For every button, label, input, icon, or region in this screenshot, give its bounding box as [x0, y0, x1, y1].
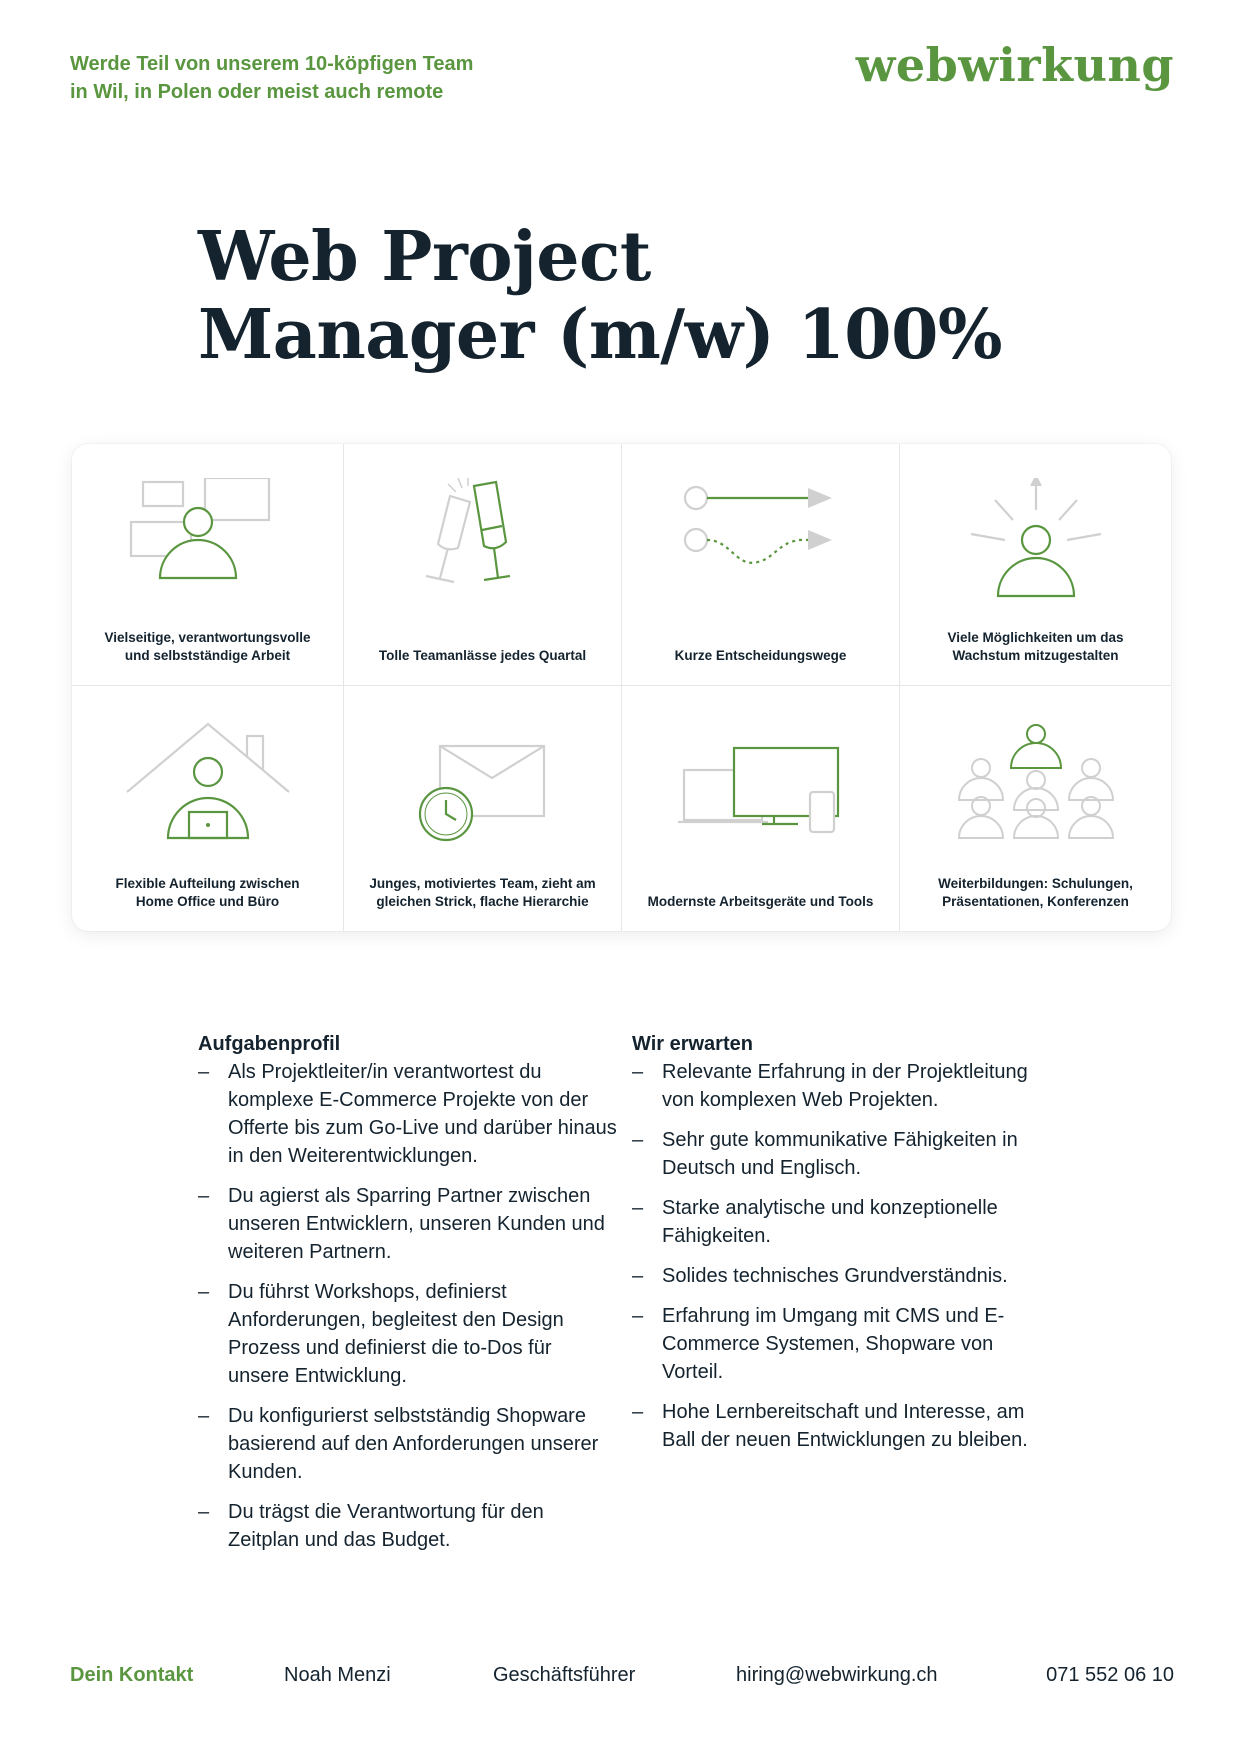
- benefit-card: [344, 686, 622, 931]
- contact-phone-link[interactable]: 071 552 06 10: [1046, 1664, 1174, 1686]
- header-tagline: [70, 50, 590, 106]
- list-item: – Erfahrung im Umgang mit CMS und E-Commerce Systemen, Shopware von Vorteil.: [632, 1302, 1052, 1386]
- expectations-heading: Wir erwarten: [632, 1033, 753, 1055]
- benefit-card: [72, 444, 344, 686]
- benefit-caption: Vielseitige, verantwortungsvolle und selbstständige Arbeit: [104, 630, 311, 663]
- benefit-card: [900, 686, 1171, 931]
- benefit-card: [344, 444, 622, 686]
- benefit-caption: Kurze Entscheidungswege: [674, 648, 847, 663]
- list-item: – Hohe Lernbereitschaft und Interesse, am Ball der neuen Entwicklungen zu bleiben.: [632, 1398, 1052, 1454]
- title-line-1: Web Project: [198, 217, 651, 297]
- list-item: – Du führst Workshops, definierst Anforderungen, begleitest den Design Prozess und definierst die to-Dos für unsere Entwicklung.: [198, 1278, 618, 1390]
- task-profile-heading: Aufgabenprofil: [198, 1033, 341, 1055]
- envelope-clock-icon: [398, 720, 568, 850]
- task-profile-section: [198, 1030, 618, 1566]
- benefit-card: [622, 444, 900, 686]
- benefit-card: [900, 444, 1171, 686]
- benefit-caption: Flexible Aufteilung zwischen Home Office und Büro: [115, 876, 300, 909]
- short-paths-arrows-icon: [676, 478, 846, 608]
- list-item: – Du agierst als Sparring Partner zwischen unseren Entwicklern, unseren Kunden und weiteren Partnern.: [198, 1182, 618, 1266]
- benefit-card: [72, 686, 344, 931]
- contact-label: Dein Kontakt: [70, 1664, 194, 1686]
- benefit-caption: Modernste Arbeitsgeräte und Tools: [647, 894, 874, 909]
- company-logo: webwirkung: [855, 38, 1174, 92]
- audience-presenter-icon: [951, 720, 1121, 850]
- expectations-section: [632, 1030, 1052, 1466]
- list-item: – Starke analytische und konzeptionelle Fähigkeiten.: [632, 1194, 1052, 1250]
- title-line-2: Manager (m/w) 100%: [198, 295, 1003, 375]
- benefit-caption: Tolle Teamanlässe jedes Quartal: [378, 648, 587, 663]
- expectations-list: [632, 1058, 1052, 1454]
- page-title: [198, 218, 1002, 374]
- list-item: – Solides technisches Grundverständnis.: [632, 1262, 1052, 1290]
- contact-name: Noah Menzi: [284, 1664, 391, 1686]
- benefit-caption: Weiterbildungen: Schulungen, Präsentationen, Konferenzen: [938, 876, 1133, 909]
- champagne-glasses-icon: [398, 478, 568, 608]
- task-list: [198, 1058, 618, 1554]
- tagline-line-2: in Wil, in Polen oder meist auch remote: [70, 81, 444, 103]
- list-item: – Als Projektleiter/in verantwortest du komplexe E-Commerce Projekte von der Offerte bis zum Go-Live und darüber hinaus in den Weiterentwicklungen.: [198, 1058, 618, 1170]
- benefits-grid: [72, 444, 1171, 931]
- list-item: – Du trägst die Verantwortung für den Zeitplan und das Budget.: [198, 1498, 618, 1554]
- list-item: – Sehr gute kommunikative Fähigkeiten in Deutsch und Englisch.: [632, 1126, 1052, 1182]
- list-item: – Relevante Erfahrung in der Projektleitung von komplexen Web Projekten.: [632, 1058, 1052, 1114]
- contact-role: Geschäftsführer: [493, 1664, 636, 1686]
- devices-icon: [676, 720, 846, 850]
- benefit-caption: Viele Möglichkeiten um das Wachstum mitzugestalten: [947, 630, 1124, 663]
- benefit-caption: Junges, motiviertes Team, zieht am gleichen Strick, flache Hierarchie: [369, 876, 596, 909]
- person-screens-icon: [123, 478, 293, 608]
- list-item: – Du konfigurierst selbstständig Shopware basierend auf den Anforderungen unserer Kunden.: [198, 1402, 618, 1486]
- benefit-card: [622, 686, 900, 931]
- tagline-line-1: Werde Teil von unserem 10-köpfigen Team: [70, 53, 474, 75]
- growth-person-icon: [951, 478, 1121, 608]
- contact-email-link[interactable]: hiring@webwirkung.ch: [736, 1664, 938, 1686]
- home-office-icon: [123, 720, 293, 850]
